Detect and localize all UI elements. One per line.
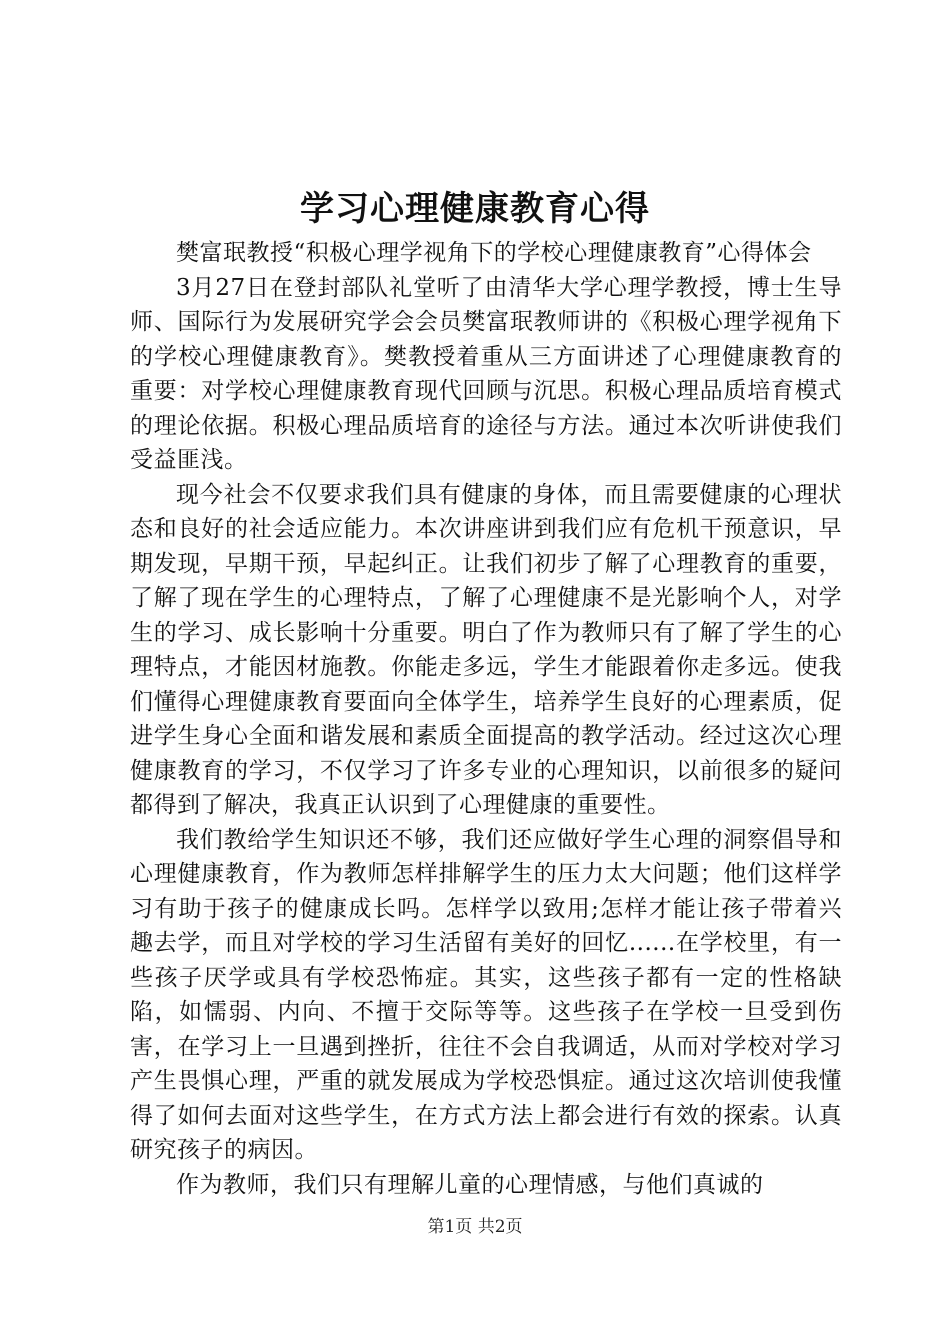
paragraph: 我们教给学生知识还不够，我们还应做好学生心理的洞察倡导和心理健康教育，作为教师怎样排解学生的压力太大问题；他们这样学习有助于孩子的健康成长吗。怎样学以致用;怎样才能让孩子带着兴趣去学，而且对学校的学习生活留有美好的回忆......在学校里，有一些孩子厌学或具有学校恐怖症。其实，这些孩子都有一定的性格缺陷，如懦弱、内向、不擅于交际等等。这些孩子在学校一旦受到伤害，在学习上一旦遇到挫折，往往不会自我调适，从而对学校对学习产生畏惧心理，严重的就发展成为学校恐惧症。通过这次培训使我懂得了如何去面对这些学生，在方式方法上都会进行有效的探索。认真研究孩子的病因。 [130,826,842,1163]
document-body [130,236,842,1202]
page-number-footer: 第1页 共2页 [427,1217,523,1237]
paragraph-subtitle: 樊富珉教授“积极心理学视角下的学校心理健康教育”心得体会 [176,240,812,266]
page-title: 学习心理健康教育心得 [300,189,650,229]
paragraph: 现今社会不仅要求我们具有健康的身体，而且需要健康的心理状态和良好的社会适应能力。本次讲座讲到我们应有危机干预意识，早期发现，早期干预，早起纠正。让我们初步了解了心理教育的重要，了解了现在学生的心理特点，了解了心理健康不是光影响个人，对学生的学习、成长影响十分重要。明白了作为教师只有了解了学生的心理特点，才能因材施教。你能走多远，学生才能跟着你走多远。使我们懂得心理健康教育要面向全体学生，培养学生良好的心理素质，促进学生身心全面和谐发展和素质全面提高的教学活动。经过这次心理健康教育的学习，不仅学习了许多专业的心理知识，以前很多的疑问都得到了解决，我真正认识到了心理健康的重要性。 [130,481,842,818]
paragraph: 3月27日在登封部队礼堂听了由清华大学心理学教授，博士生导师、国际行为发展研究学会会员樊富珉教师讲的《积极心理学视角下的学校心理健康教育》。樊教授着重从三方面讲述了心理健康教育的重要：对学校心理健康教育现代回顾与沉思。积极心理品质培育模式的理论依据。积极心理品质培育的途径与方法。通过本次听讲使我们受益匪浅。 [130,274,842,473]
paragraph: 作为教师，我们只有理解儿童的心理情感，与他们真诚的 [176,1171,764,1198]
